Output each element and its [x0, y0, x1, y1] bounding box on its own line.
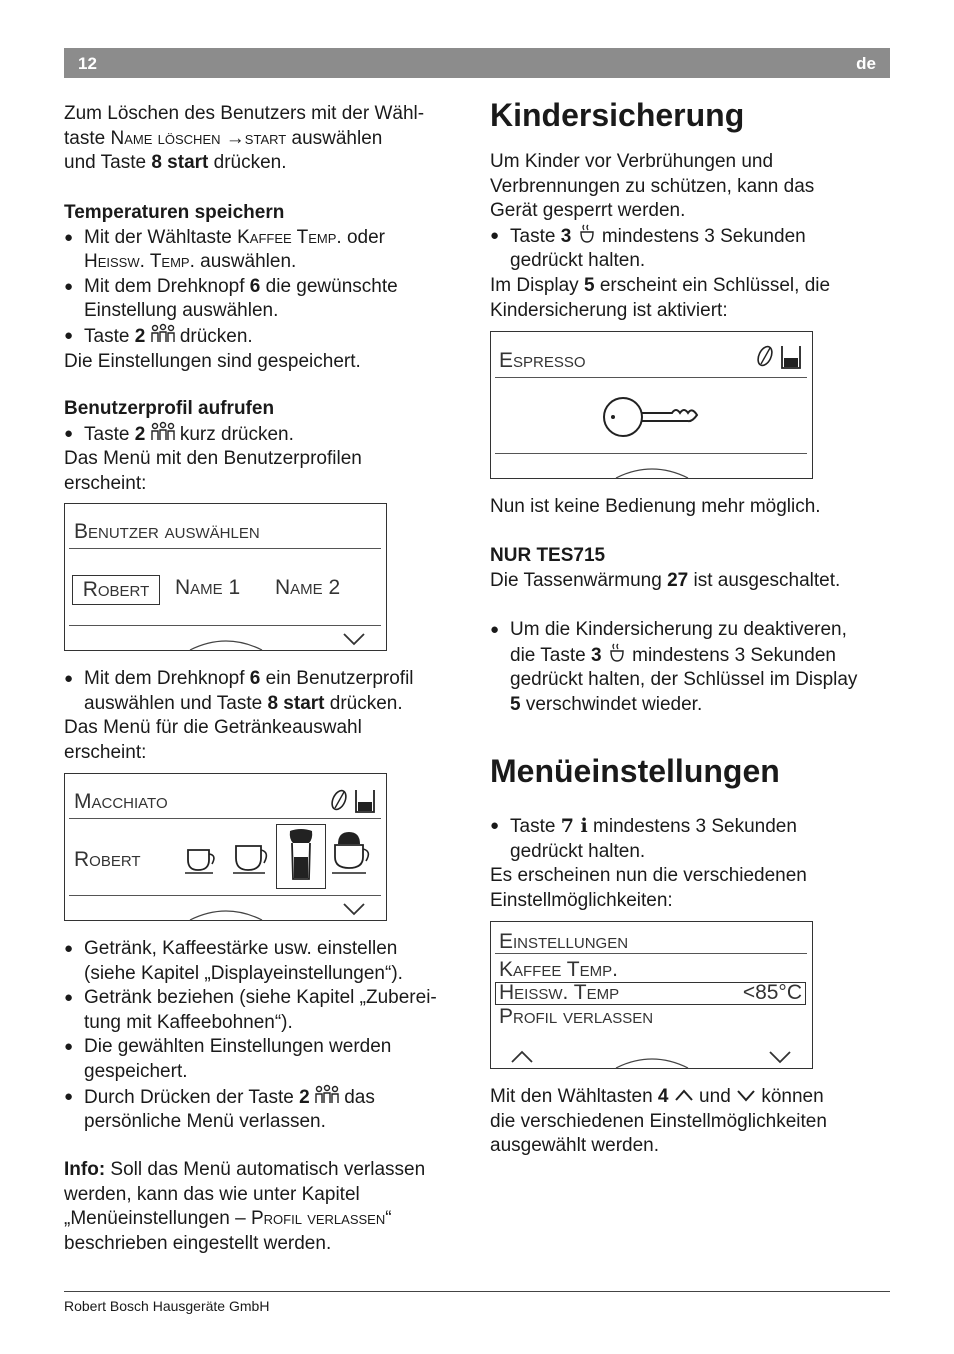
nur-tes715-section [490, 544, 890, 593]
footer-company: Robert Bosch Hausgeräte GmbH [64, 1298, 270, 1314]
menu-item-heissw-temp[interactable] [495, 982, 806, 1005]
no-operation-text: Nun ist keine Bedienung mehr möglich. [490, 496, 821, 517]
settings-display [490, 921, 813, 1069]
display-title: Benutzer auswählen [74, 520, 260, 543]
language-code: de [856, 54, 876, 73]
list-item: ● Getränk, Kaffeestärke usw. einstellen (siehe Kapitel „Displayeinstellungen“). [64, 937, 469, 986]
chevron-up-icon [674, 1088, 694, 1102]
chevron-down-icon [342, 632, 366, 646]
temperature-value: <85°C [742, 981, 802, 1004]
beverage-menu-text: Das Menü für die Getränkeauswahl erscheint: [64, 717, 362, 763]
left-column [64, 102, 464, 176]
selected-glass-frame[interactable] [276, 824, 326, 889]
profile-heading: Benutzerprofil aufrufen [64, 398, 275, 419]
profile-option-robert[interactable]: Robert [72, 575, 160, 605]
closing-text: Mit den Wähltasten 4 und können die verschiedenen Einstellmöglichkeiten ausgewählt werden. [490, 1086, 827, 1157]
list-item: ● Taste 3 mindestens 3 Sekunden gedrückt halten. [490, 224, 890, 274]
espresso-title: Espresso [499, 349, 586, 372]
chevron-down-icon [342, 902, 366, 916]
info-note: Info: Soll das Menü automatisch verlassen werden, kann das wie unter Kapitel „Menüeinstellungen – Profil verlassen“ beschrieben eingestellt werden. [64, 1159, 426, 1254]
kinder-display-text: Im Display 5 erscheint ein Schlüssel, die Kindersicherung ist aktiviert: [490, 274, 831, 321]
user-profile-icon [151, 422, 175, 442]
display-user: Robert [74, 848, 141, 871]
display-arc [190, 908, 262, 920]
cup-heating-icon [577, 224, 597, 244]
divider [69, 818, 381, 819]
divider [495, 953, 807, 954]
display-arc [616, 1056, 688, 1068]
profile-section [64, 397, 464, 496]
list-item: ● Mit dem Drehknopf 6 die gewünschte Einstellung auswählen. [64, 275, 464, 324]
menu-section [490, 751, 890, 913]
chevron-down-icon [736, 1088, 756, 1102]
strength-cup-icon [754, 340, 806, 374]
page-number: 12 [78, 54, 97, 73]
divider [495, 377, 807, 378]
nur-heading: NUR TES715 [490, 545, 606, 566]
divider [69, 548, 381, 549]
child-lock-display [490, 331, 813, 479]
beverage-title: Macchiato [74, 790, 168, 813]
divider [495, 453, 807, 454]
user-profile-icon [151, 324, 175, 344]
deactivate-section [490, 618, 895, 717]
cup-heating-icon [607, 643, 627, 663]
beverage-display [64, 773, 387, 921]
list-item: ● Taste 7 i mindestens 3 Sekunden gedrückt halten. [490, 814, 890, 864]
settings-title: Einstellungen [499, 930, 629, 953]
kindersicherung-heading: Kindersicherung [490, 97, 745, 133]
list-item: ● Getränk beziehen (siehe Kapitel „Zuberei- tung mit Kaffeebohnen“). [64, 986, 469, 1035]
kinder-intro: Um Kinder vor Verbrühungen und Verbrennungen zu schützen, kann das Gerät gesperrt werden. [490, 151, 815, 222]
temperature-heading: Temperaturen speichern [64, 202, 285, 223]
usage-bullets [64, 937, 469, 1135]
user-select-display [64, 503, 387, 651]
key-icon [602, 396, 702, 438]
profile-option-name2[interactable]: Name 2 [275, 576, 341, 599]
list-item: ● Um die Kindersicherung zu deaktiveren, die Taste 3 mindestens 3 Sekunden gedrückt halten, der Schlüssel im Display 5 verschwindet wieder. [490, 618, 895, 717]
large-cup-icon[interactable] [233, 842, 273, 874]
small-cup-icon[interactable] [185, 846, 221, 874]
list-item: ● Die gewählten Einstellungen werden gespeichert. [64, 1035, 469, 1084]
display-arc [616, 466, 688, 478]
intro-text: Zum Löschen des Benutzers mit der Wähl- taste Name löschen →start auswählen und Taste 8 start drücken. [64, 103, 425, 174]
select-section [64, 667, 464, 765]
user-profile-icon [315, 1085, 339, 1105]
menu-item-label: Heissw. Temp [499, 981, 620, 1004]
profile-option-name1[interactable]: Name 1 [175, 576, 241, 599]
display-arc [190, 638, 262, 650]
menu-options-text: Es erscheinen nun die verschiedenen Einstellmöglichkeiten: [490, 865, 807, 911]
divider [69, 895, 381, 896]
chevron-down-icon [768, 1050, 792, 1064]
list-item: ● Taste 2 kurz drücken. [64, 422, 464, 448]
menu-item-profil-verlassen[interactable]: Profil verlassen [499, 1005, 654, 1028]
saved-text: Die Einstellungen sind gespeichert. [64, 350, 361, 372]
chevron-up-icon [510, 1050, 534, 1064]
list-item: ● Mit dem Drehknopf 6 ein Benutzerprofil auswählen und Taste 8 start drücken. [64, 667, 464, 716]
footer-divider [64, 1291, 890, 1292]
kindersicherung-section [490, 95, 890, 323]
list-item: ● Mit der Wähltaste Kaffee Temp. oder Heissw. Temp. auswählen. [64, 226, 464, 275]
page-header-bar [64, 48, 890, 78]
macchiato-glass-icon [287, 829, 315, 883]
cappuccino-cup-icon[interactable] [332, 830, 374, 876]
menu-item-kaffee-temp[interactable]: Kaffee Temp. [499, 958, 618, 981]
info-label: Info: [64, 1159, 106, 1180]
list-item: ● Durch Drücken der Taste 2 das persönliche Menü verlassen. [64, 1085, 469, 1135]
strength-cup-icon [328, 784, 380, 818]
profile-menu-text: Das Menü mit den Benutzerprofilen erscheint: [64, 448, 362, 494]
menu-heading: Menüeinstellungen [490, 753, 780, 789]
temperature-section [64, 201, 464, 374]
divider [69, 625, 381, 626]
nur-text: Die Tassenwärmung 27 ist ausgeschaltet. [490, 569, 841, 591]
list-item: ● Taste 2 drücken. [64, 324, 464, 350]
